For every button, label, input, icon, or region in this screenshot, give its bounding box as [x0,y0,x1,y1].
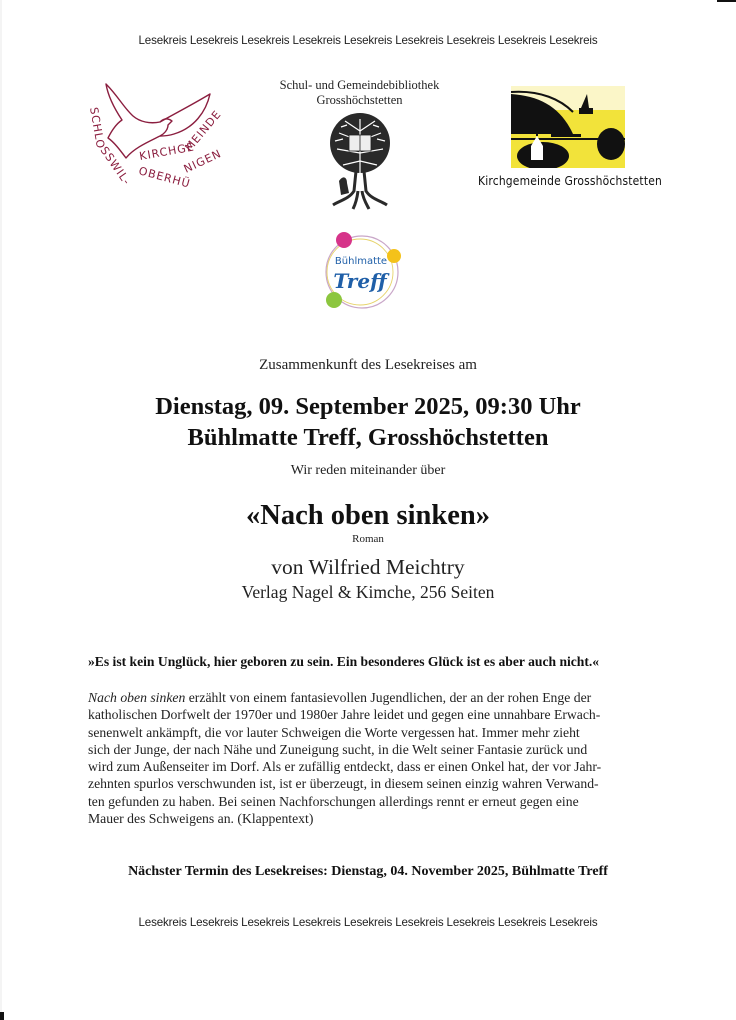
church-logo-schlosswil [78,78,263,198]
description-line: wird zum Außenseiter im Dorf. Als er zufällig entdeckt, dass er einen Onkel hat, der vor Jahr- [88,759,602,775]
event-intro: Zusammenkunft des Lesekreises am [259,357,477,373]
church-logo-grosshoechstetten [478,86,678,188]
event-location: Bühlmatte Treff, Grosshöchstetten [187,424,549,451]
svg-text:SSWIL-: SSWIL- [97,144,134,188]
scan-edge-mark [0,1012,4,1020]
svg-text:KIRCHGE: KIRCHGE [138,140,196,163]
description-line: Mauer des Schweigens an. (Klappentext) [88,811,314,827]
book-author: von Wilfried Meichtry [271,555,465,579]
header-banner: Lesekreis Lesekreis Lesekreis Lesekreis Lesekreis Lesekreis Lesekreis Lesekreis Lesekreis [138,34,598,47]
scan-edge-top-right [717,0,736,2]
next-meeting: Nächster Termin des Lesekreises: Dienstag, 04. November 2025, Bühlmatte Treff [128,864,608,879]
book-description [88,689,628,827]
yellow-circle-icon [387,249,401,263]
svg-text:NIGEN: NIGEN [181,146,224,176]
description-title: Nach oben sinken [88,690,186,705]
book-tree-icon [325,111,395,211]
pink-circle-icon [336,232,352,248]
description-line: senenwelt ankämpft, die vor lauter Schweigen die Worte vergessen hat. Immer mehr zieht [88,724,580,740]
svg-text:Bühlmatte: Bühlmatte [334,256,388,267]
topic-intro: Wir reden miteinander über [290,463,446,478]
church-logo-label: Kirchgemeinde Grosshöchstetten [478,173,662,188]
book-title: «Nach oben sinken» [246,500,490,531]
library-title-line2: Grosshöchstetten [316,93,403,107]
svg-text:Treff: Treff [333,269,387,293]
book-genre: Roman [352,533,384,545]
dove-icon [78,78,263,198]
treff-ring-icon [310,226,410,316]
footer-banner: Lesekreis Lesekreis Lesekreis Lesekreis Lesekreis Lesekreis Lesekreis Lesekreis Lesekreis [138,916,598,929]
library-logo [262,78,457,216]
book-quote: »Es ist kein Unglück, hier geboren zu sein. Ein besonderes Glück ist es aber auch nicht.« [88,654,600,669]
description-line: zehnten spurlos verschwunden ist, ist er überzeugt, in diesem seinen einzig wahren Verwand- [88,776,599,792]
village-landscape-icon [511,86,625,168]
library-title-line1: Schul- und Gemeindebibliothek [279,78,440,92]
description-line: Nach oben sinken erzählt von einem fantasievollen Jugendlichen, der an der rohen Enge der [88,690,592,705]
event-date: Dienstag, 09. September 2025, 09:30 Uhr [155,393,581,420]
description-line: sich der Junge, der nach Nähe und Zuneigung sucht, in die Welt seiner Fantasie zurück und [88,741,588,757]
svg-text:SCHLO: SCHLO [87,106,108,151]
book-publisher: Verlag Nagel & Kimche, 256 Seiten [241,582,495,602]
buehlmatte-treff-logo [310,226,410,316]
svg-text:OBERHÜ: OBERHÜ [137,164,192,191]
svg-text:MEINDE: MEINDE [182,107,225,154]
description-line: katholischen Dorfwelt der 1970er und 1980er Jahre leidet und gegen eine unnahbare Erwach- [88,707,601,723]
description-line: ten gefunden zu haben. Bei seinen Nachforschungen allerdings rennt er erneut gegen eine [88,793,579,809]
green-circle-icon [326,292,342,308]
